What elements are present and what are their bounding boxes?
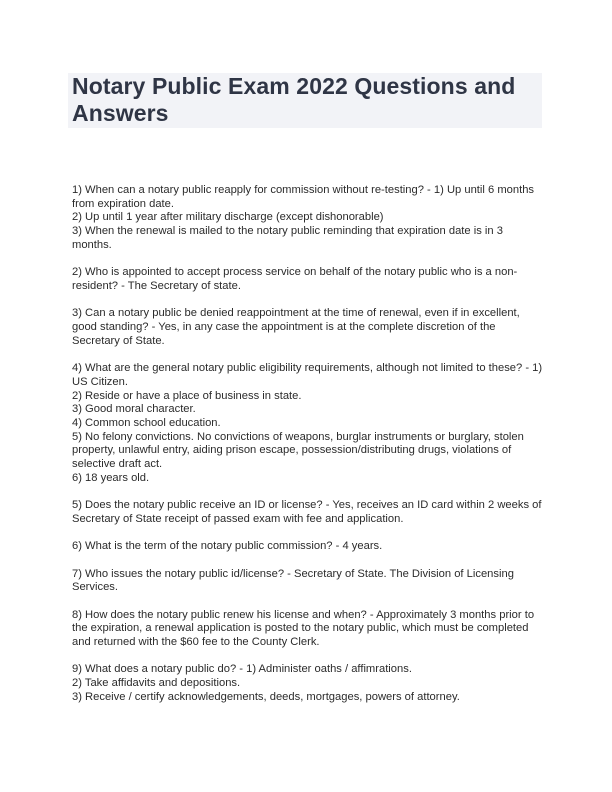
qa-line: 6) What is the term of the notary public commission? - 4 years. <box>72 540 383 553</box>
qa-line: 9) What does a notary public do? - 1) Administer oaths / affimrations. <box>72 663 412 676</box>
qa-line: 6) 18 years old. <box>72 471 150 484</box>
qa-line: 3) Receive / certify acknowledgements, deeds, mortgages, powers of attorney. <box>72 690 460 703</box>
qa-block <box>72 307 544 348</box>
qa-line: 2) Up until 1 year after military discharge (except dishonorable) <box>72 211 384 224</box>
qa-line: 4) Common school education. <box>72 416 221 429</box>
qa-line: 8) How does the notary public renew his license and when? - Approximately 3 months prior to the expiration, a renewal application is posted to the notary public, which must be completed and returned with the $60 fee to the County Clerk. <box>72 608 535 649</box>
qa-line: 1) When can a notary public reapply for commission without re-testing? - 1) Up until 6 months from expiration date. <box>72 184 535 210</box>
qa-line: 7) Who issues the notary public id/license? - Secretary of State. The Division of Licensing Services. <box>72 567 514 594</box>
qa-block <box>72 663 544 704</box>
qa-block <box>72 609 544 650</box>
qa-line: 5) Does the notary public receive an ID or license? - Yes, receives an ID card within 2 weeks of Secretary of State receipt of passed exam with fee and application. <box>72 499 542 525</box>
qa-block <box>72 540 544 554</box>
qa-block <box>72 266 544 293</box>
qa-line: 5) No felony convictions. No convictions of weapons, burglar instruments or burglary, stolen property, unlawful entry, aiding prison escape, possession/distributing drugs, violations of selective draft act. <box>72 430 524 471</box>
qa-line: 2) Who is appointed to accept process service on behalf of the notary public who is a non-resident? - The Secretary of state. <box>72 266 518 292</box>
document-title: Notary Public Exam 2022 Questions and Answers <box>72 73 516 126</box>
qa-block <box>72 184 544 253</box>
qa-line: 2) Take affidavits and depositions. <box>72 677 241 690</box>
qa-line: 3) Can a notary public be denied reappointment at the time of renewal, even if in excellent, good standing? - Yes, in any case the appointment is at the complete discretion of the Secretary of State. <box>72 307 520 347</box>
document-body <box>72 184 544 718</box>
qa-line: 3) Good moral character. <box>72 403 196 416</box>
qa-line: 4) What are the general notary public eligibility requirements, although not limited to these? - 1) US Citizen. <box>72 362 543 388</box>
title-banner <box>68 73 542 128</box>
qa-line: 3) When the renewal is mailed to the notary public reminding that expiration date is in 3 months. <box>72 225 503 251</box>
qa-block <box>72 568 544 595</box>
qa-block <box>72 362 544 485</box>
qa-line: 2) Reside or have a place of business in state. <box>72 389 302 402</box>
qa-block <box>72 499 544 526</box>
